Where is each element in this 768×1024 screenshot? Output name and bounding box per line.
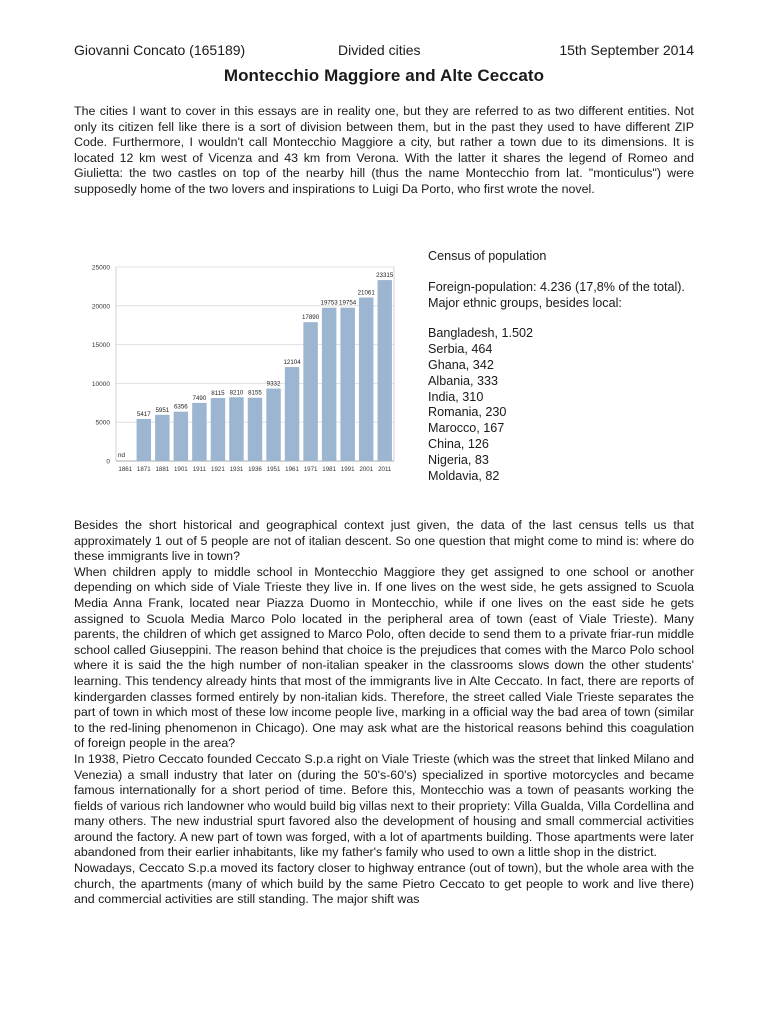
x-tick-label: 1881	[155, 466, 170, 473]
bar	[155, 415, 169, 461]
x-tick-label: 1911	[192, 466, 207, 473]
x-tick-label: 1871	[136, 466, 151, 473]
document-title: Montecchio Maggiore and Alte Ceccato	[223, 66, 545, 85]
x-tick-label: 1901	[173, 466, 188, 473]
data-label: 21061	[357, 289, 375, 297]
body-paragraph: Nowadays, Ceccato S.p.a moved its factory closer to highway entrance (out of town), but the whole area with the church, the apartments (many of which build by the same Pietro Ceccato to get people to work and live there) and commercial activities are still standing. The major shift was	[74, 861, 694, 907]
data-label: 5951	[155, 406, 170, 414]
bar	[192, 403, 206, 461]
x-tick-label: 1981	[322, 466, 337, 473]
x-tick-label: 2001	[359, 466, 374, 473]
bar	[322, 308, 336, 461]
y-tick-label: 5000	[95, 419, 110, 427]
body-paragraph: When children apply to middle school in Montecchio Maggiore they get assigned to one school or another depending on which side of Viale Trieste they live in. If one lives on the west side, he gets assigned to Scuola Media Anna Frank, located near Piazza Duomo in Montecchio, while if one lives on the east side he gets assigned to Scuola Media Marco Polo located in the peripheral area of town (east of Viale Trieste). Many parents, the children of which get assigned to Marco Polo, often decide to send them to a private friar-run middle school called Giuseppini. The reason behind that choice is the prejudices that comes with the Marco Polo school where it is said the the high number of non-italian speaker in the classrooms slows down the other students' learning. This tendency already hints that most of the immigrants live in Alte Ceccato. In fact, there are reports of kindergarden classes formed entirely by non-italian kids. Therefore, the street called Viale Trieste separates the part of town in which most of these low income people live, marking in a official way the bad area of town (similar to the red-lining phenomenon in Chicago). One may ask what are the historical reasons behind this coagulation of foreign people in the area?	[74, 564, 694, 751]
data-label: 8155	[248, 389, 262, 397]
x-tick-label: 1951	[266, 466, 281, 473]
ethnic-group-item: Albania, 333	[428, 373, 499, 388]
data-label: 6356	[173, 403, 188, 411]
bar	[248, 398, 262, 461]
data-label: 9332	[266, 380, 281, 388]
bar	[340, 308, 354, 461]
bar	[174, 412, 188, 461]
data-label: 17890	[301, 314, 320, 322]
y-tick-label: 15000	[91, 342, 110, 350]
body-text	[74, 518, 694, 908]
x-tick-label: 1961	[285, 466, 299, 473]
data-label: 8210	[229, 389, 244, 397]
header-date: 15th September 2014	[559, 42, 694, 58]
intro-paragraph: The cities I want to cover in this essays are in reality one, but they are referred to as two different entities. Not only its citizen fell like there is a sort of division between them, but in the past they used to have different ZIP Code. Furthermore, I wouldn't call Montecchio Maggiore a city, but rather a town due to its dimensions. It is located 12 km west of Vicenza and 43 km from Verona. With the latter it shares the legend of Romeo and Giulietta: the two castles on top of the nearby hill (thus the name Montecchio from lat. "monticulus") were supposedly home of the two lovers and inspirations to Luigi Da Porto, who first wrote the novel.	[74, 104, 694, 196]
data-label: 5417	[136, 410, 151, 418]
ethnic-group-item: China, 126	[428, 436, 489, 451]
x-tick-label: 1921	[211, 466, 225, 473]
bar	[378, 280, 392, 461]
bar	[359, 298, 373, 461]
data-label: 19753	[320, 299, 338, 307]
x-tick-label: 1936	[248, 466, 262, 473]
bar	[285, 367, 299, 461]
body-paragraph: Besides the short historical and geographical context just given, the data of the last census tells us that approximately 1 out of 5 people are not of italian descent. So one question that might come to mind is: where do these immigrants live in town?	[74, 518, 694, 564]
page-header	[74, 42, 694, 62]
y-tick-label: 25000	[91, 264, 110, 272]
data-label: 23315	[376, 272, 394, 280]
ethnic-group-item: Bangladesh, 1.502	[428, 326, 534, 341]
bar	[303, 322, 317, 461]
y-tick-label: 0	[106, 458, 110, 466]
foreign-population-text: Foreign-population: 4.236 (17,8% of the total). Major ethnic groups, besides local:	[428, 279, 685, 310]
ethnic-group-item: Marocco, 167	[428, 421, 505, 436]
bar	[211, 398, 225, 461]
x-tick-label: 1861	[118, 466, 133, 473]
ethnic-group-item: Ghana, 342	[428, 357, 494, 372]
ethnic-group-item: Nigeria, 83	[428, 452, 489, 467]
ethnic-group-item: Moldavia, 82	[428, 468, 500, 483]
x-tick-label: 1931	[229, 466, 244, 473]
bar	[229, 397, 243, 461]
x-tick-label: 2011	[378, 466, 392, 473]
census-title: Census of population	[428, 249, 547, 263]
y-tick-label: 20000	[91, 303, 110, 311]
population-bar-chart	[74, 250, 404, 490]
y-tick-label: 10000	[91, 380, 110, 388]
bar	[137, 419, 151, 461]
data-label: 12104	[283, 359, 301, 367]
ethnic-group-item: Serbia, 464	[428, 342, 493, 357]
ethnic-groups-list	[428, 326, 698, 484]
body-paragraph: In 1938, Pietro Ceccato founded Ceccato S.p.a right on Viale Trieste (which was the street that linked Milano and Venezia) a small industry that later on (during the 50's-60's) specialized in sportive motorcycles and became famous internationally for a short period of time. Before this, Montecchio was a town of peasants working the fields of various rich landowner who would build big villas next to their propriety: Villa Gualda, Villa Cordellina and many others. The new industrial spurt favored also the development of housing and small commercial activities around the factory. A new part of town was forged, with a lot of apartments building. Those apartments were later abandoned from their earlier inhabitants, like my father's family who used to own a little shop in the district.	[74, 751, 694, 860]
ethnic-group-item: Romania, 230	[428, 405, 507, 420]
data-label: 8115	[211, 390, 225, 398]
data-label: nd	[118, 452, 125, 459]
data-label: 7490	[192, 394, 207, 402]
header-topic: Divided cities	[338, 42, 421, 58]
x-tick-label: 1971	[303, 466, 318, 473]
ethnic-group-item: India, 310	[428, 389, 484, 404]
header-author: Giovanni Concato (165189)	[74, 42, 246, 58]
census-info	[428, 249, 698, 484]
data-label: 19754	[339, 299, 357, 307]
x-tick-label: 1991	[340, 466, 355, 473]
bar	[266, 389, 280, 461]
